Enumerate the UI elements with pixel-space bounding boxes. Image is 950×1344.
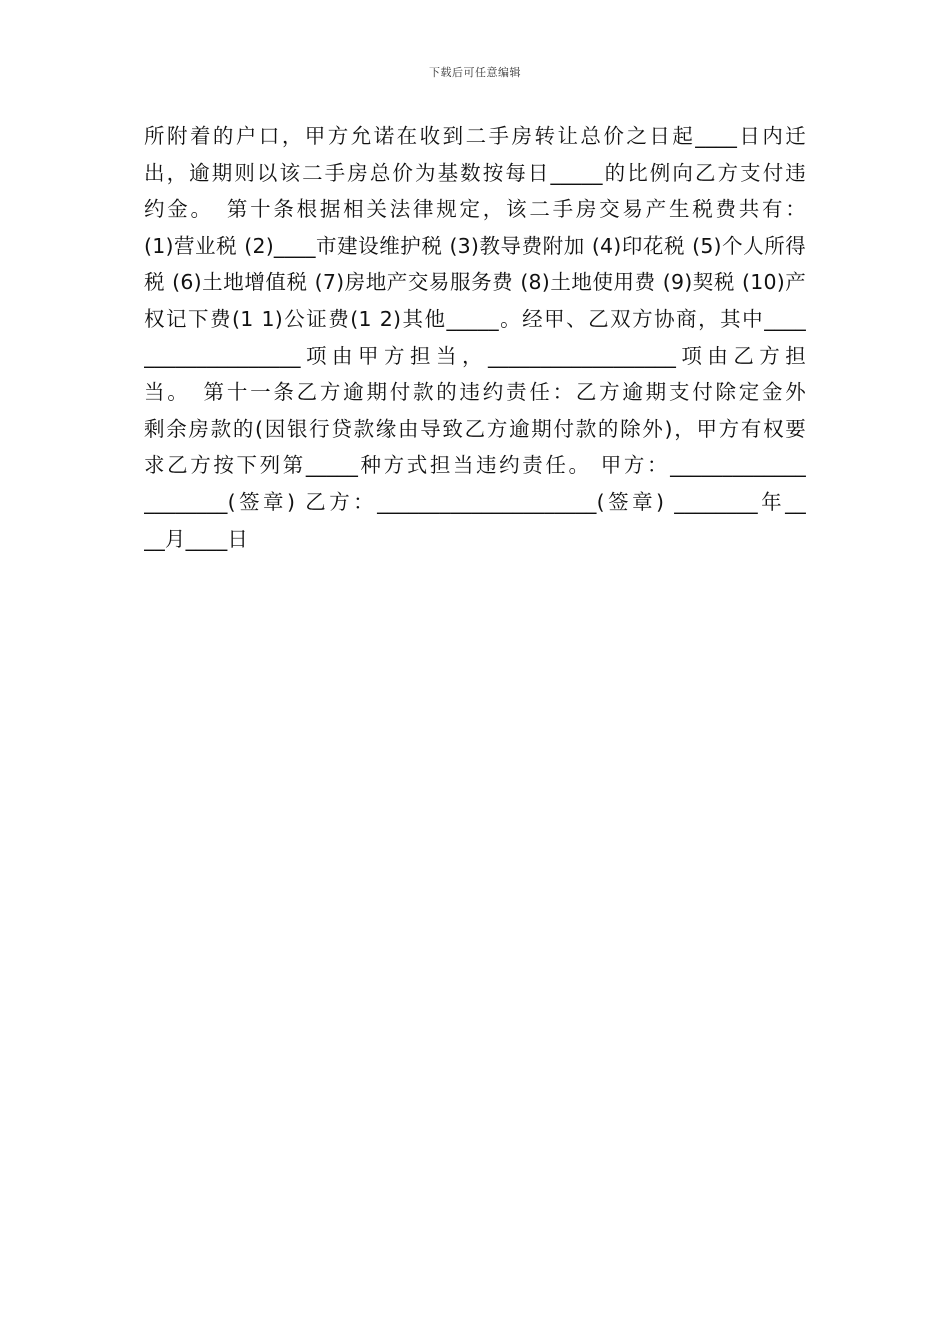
text-line-2: 出，逾期则以该二手房总价为基数按每日_____的比例向乙方支付违 (144, 160, 806, 185)
text-line-9: 剩余房款的(因银行贷款缘由导致乙方逾期付款的除外)，甲方有权要 (144, 416, 806, 441)
text-line-5: 税 (6)土地增值税 (7)房地产交易服务费 (8)土地使用费 (9)契税 (10)产 (144, 270, 806, 295)
text-line-1: 所附着的户口，甲方允诺在收到二手房转让总价之日起____日内迁 (144, 124, 806, 148)
text-line-7: _______________项由甲方担当，__________________项由乙方担 (144, 343, 806, 368)
text-line-11: ________(签章) 乙方：_____________________(签章) ________年__ (144, 489, 806, 514)
text-line-3: 约金。 第十条根据相关法律规定，该二手房交易产生税费共有： (144, 197, 806, 222)
text-line-12: __月____日 (144, 526, 249, 551)
text-line-4: (1)营业税 (2)____市建设维护税 (3)教导费附加 (4)印花税 (5)个人所得 (144, 233, 806, 258)
text-line-10: 求乙方按下列第_____种方式担当违约责任。 甲方：_____________ (144, 453, 806, 478)
page-header: 下载后可任意编辑 (429, 66, 521, 79)
text-line-6: 权记下费(1 1)公证费(1 2)其他_____。经甲、乙双方协商，其中____ (144, 306, 806, 331)
text-line-8: 当。 第十一条乙方逾期付款的违约责任：乙方逾期支付除定金外 (144, 380, 806, 405)
contract-body (144, 118, 806, 557)
